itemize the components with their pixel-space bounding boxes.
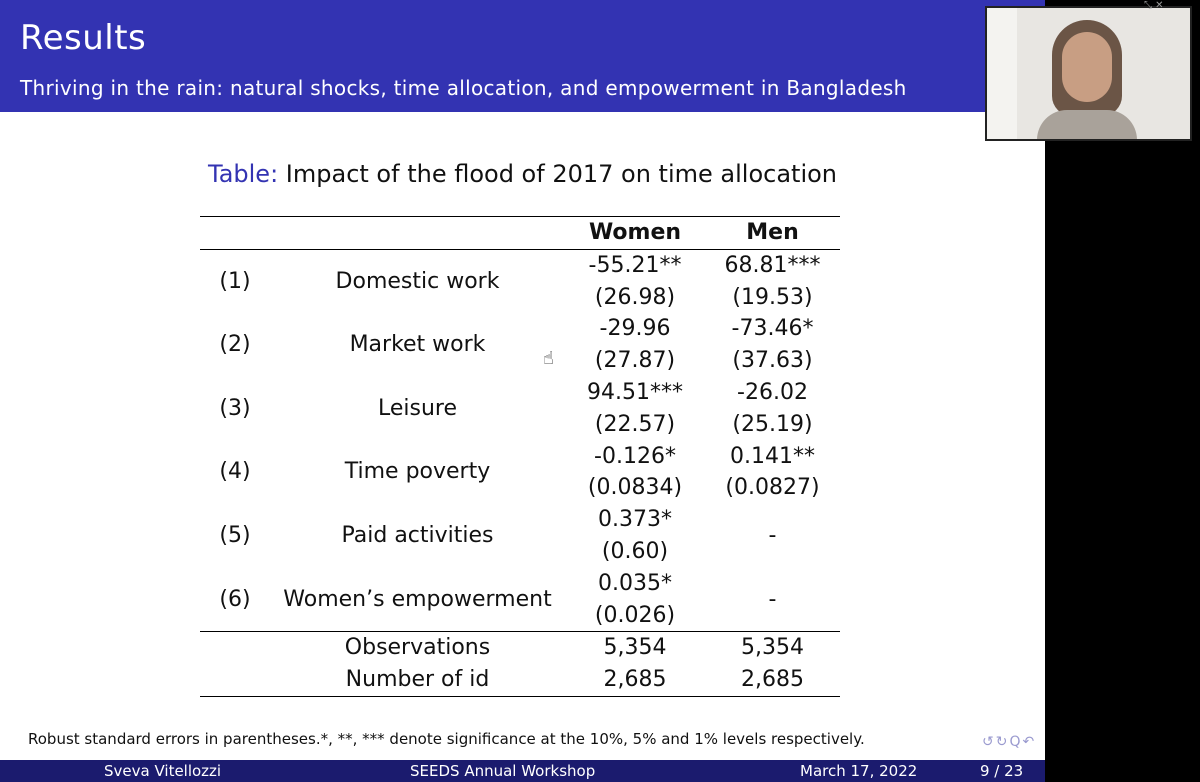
row-number: (3) — [219, 395, 251, 421]
slide-title: Results — [20, 18, 147, 58]
footer-author: Sveva Vitellozzi — [104, 762, 222, 780]
row-variable: Leisure — [377, 395, 458, 421]
webcam-background — [987, 8, 1017, 141]
summary-men: 2,685 — [705, 664, 840, 696]
row-number: (4) — [219, 459, 251, 485]
row-variable: Domestic work — [335, 268, 500, 294]
row-number: (6) — [219, 586, 251, 612]
row-variable: Market work — [349, 332, 486, 358]
men-coefficient: -73.46* — [731, 316, 814, 342]
table-row — [200, 313, 840, 345]
women-std-error: (26.98) — [594, 284, 676, 310]
men-coefficient: 0.141** — [730, 443, 815, 469]
men-coefficient: -26.02 — [737, 379, 808, 405]
table-row — [200, 568, 840, 600]
row-variable: Women’s empowerment — [283, 586, 552, 612]
hand-cursor-icon: ☝ — [543, 348, 554, 369]
window-controls-icon[interactable]: ⤡ ✕ — [1144, 0, 1164, 11]
men-value: - — [768, 586, 777, 612]
men-std-error: (19.53) — [732, 284, 813, 310]
footer-conference: SEEDS Annual Workshop — [410, 762, 596, 780]
row-variable: Time poverty — [344, 459, 491, 485]
summary-men: 5,354 — [705, 632, 840, 664]
slide-footer — [0, 760, 1045, 782]
women-std-error: (0.60) — [601, 538, 669, 564]
men-std-error: (0.0827) — [725, 475, 820, 501]
summary-label: Observations — [270, 632, 565, 664]
table-row — [200, 504, 840, 536]
webcam-person-face — [1062, 32, 1112, 102]
men-value: - — [768, 523, 777, 549]
women-coefficient: -55.21** — [588, 252, 682, 278]
footer-date: March 17, 2022 — [800, 762, 918, 780]
summary-row — [200, 632, 840, 664]
webcam-person-body — [1037, 110, 1137, 141]
beamer-navigation-icons[interactable]: ↺↻Q↶ — [982, 734, 1037, 750]
women-coefficient: 0.035* — [598, 570, 672, 596]
summary-women: 2,685 — [565, 664, 705, 696]
table-note: Robust standard errors in parentheses.*, **, *** denote significance at the 10%, 5% and 1% levels respectively. — [28, 730, 865, 748]
women-coefficient: -0.126* — [594, 443, 676, 469]
summary-women: 5,354 — [565, 632, 705, 664]
row-variable: Paid activities — [341, 523, 494, 549]
table-row — [200, 377, 840, 409]
row-number: (1) — [219, 268, 251, 294]
header-men: Men — [705, 217, 840, 250]
table-caption — [0, 160, 1045, 188]
row-number: (5) — [219, 523, 251, 549]
summary-row — [200, 664, 840, 696]
women-coefficient: 0.373* — [598, 507, 672, 533]
summary-label: Number of id — [270, 664, 565, 696]
table-row — [200, 249, 840, 281]
webcam-video-tile[interactable] — [985, 6, 1192, 141]
men-std-error: (25.19) — [732, 411, 813, 437]
women-coefficient: -29.96 — [599, 316, 671, 342]
table-caption-label: Table: — [208, 160, 279, 188]
women-std-error: (0.0834) — [587, 475, 683, 501]
table-row — [200, 441, 840, 473]
row-number: (2) — [219, 332, 251, 358]
men-coefficient: 68.81*** — [724, 252, 821, 278]
footer-page-number: 9 / 23 — [980, 762, 1024, 780]
table-caption-text: Impact of the flood of 2017 on time allocation — [285, 160, 837, 188]
table-header-row — [200, 217, 840, 250]
slide-subtitle: Thriving in the rain: natural shocks, time allocation, and empowerment in Bangladesh — [20, 76, 907, 100]
women-coefficient: 94.51*** — [587, 379, 683, 405]
slide-header — [0, 0, 1045, 112]
women-std-error: (22.57) — [594, 411, 676, 437]
men-std-error: (37.63) — [732, 348, 813, 374]
women-std-error: (27.87) — [594, 348, 676, 374]
results-table — [200, 216, 840, 697]
women-std-error: (0.026) — [594, 602, 676, 628]
header-women: Women — [565, 217, 705, 250]
